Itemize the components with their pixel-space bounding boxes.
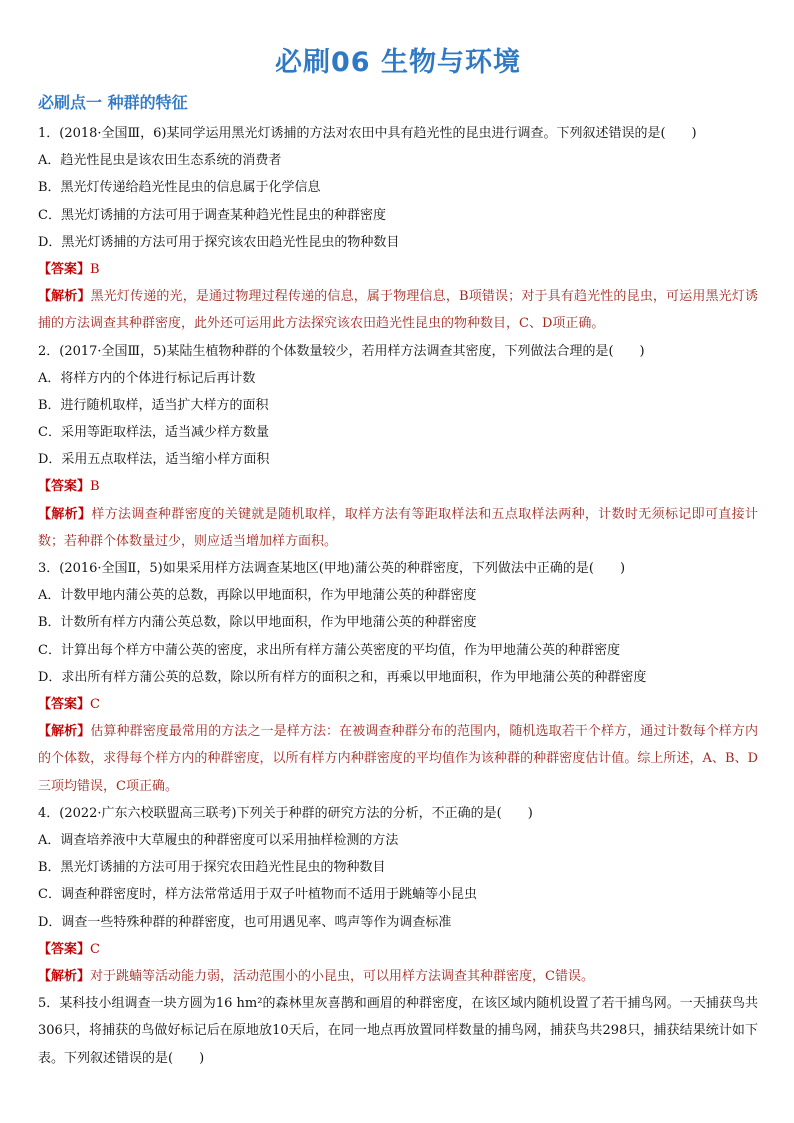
section-heading: 必刷点一 种群的特征: [38, 93, 188, 112]
answer-row: [38, 936, 758, 963]
analysis-row: [38, 283, 758, 337]
option-c: C．黑光灯诱捕的方法可用于调查某种趋光性昆虫的种群密度: [38, 207, 386, 223]
analysis-row: [38, 718, 758, 800]
answer-label: 【答案】: [38, 941, 91, 957]
analysis-label: 【解析】: [38, 724, 91, 740]
option-b: B．计数所有样方内蒲公英总数，除以甲地面积，作为甲地蒲公英的种群密度: [38, 615, 477, 631]
option-a: A．趋光性昆虫是该农田生态系统的消费者: [38, 153, 282, 169]
option-d: D．求出所有样方蒲公英的总数，除以所有样方的面积之和，再乘以甲地面积，作为甲地蒲公英的种群密度: [38, 669, 647, 685]
option-b: B．进行随机取样，适当扩大样方的面积: [38, 397, 269, 413]
question-3: [38, 555, 758, 800]
analysis-label: 【解析】: [38, 968, 91, 984]
question-list: [38, 120, 758, 1072]
analysis-row: [38, 501, 758, 555]
analysis-label: 【解析】: [38, 506, 92, 522]
question-4: [38, 800, 758, 990]
option-d: D．黑光灯诱捕的方法可用于探究该农田趋光性昆虫的物种数目: [38, 234, 400, 250]
analysis-text: 对于跳蝻等活动能力弱，活动范围小的小昆虫，可以用样方法调查其种群密度，C错误。: [90, 968, 594, 984]
option-d: D．采用五点取样法，适当缩小样方面积: [38, 452, 270, 468]
option-c: C．采用等距取样法，适当减少样方数量: [38, 425, 269, 441]
option-c: C．计算出每个样方中蒲公英的密度，求出所有样方蒲公英密度的平均值，作为甲地蒲公英的种群密度: [38, 642, 620, 658]
analysis-text: 黑光灯传递的光，是通过物理过程传递的信息，属于物理信息，B项错误；对于具有趋光性的昆虫，可运用黑光灯诱捕的方法调查其种群密度，此外还可运用此方法探究该农田趋光性昆虫的物种数目，C、D项正确。: [38, 289, 758, 332]
option-b: B．黑光灯诱捕的方法可用于探究农田趋光性昆虫的物种数目: [38, 860, 386, 876]
answer-value: C: [90, 697, 100, 712]
option-a: A．计数甲地内蒲公英的总数，再除以甲地面积，作为甲地蒲公英的种群密度: [38, 588, 477, 604]
page-title: 必刷06 生物与环境: [275, 47, 521, 78]
analysis-text: 估算种群密度最常用的方法之一是样方法：在被调查种群分布的范围内，随机选取若干个样方，通过计数每个样方内的个体数，求得每个样方内的种群密度，以所有样方内种群密度的平均值作为该种群的种群密度估计值。综上所述，A、B、D三项均错误，C项正确。: [38, 724, 758, 794]
question-1: [38, 120, 758, 338]
answer-label: 【答案】: [38, 697, 91, 712]
option-a: A．调查培养液中大草履虫的种群密度可以采用抽样检测的方法: [38, 832, 399, 848]
question-stem: 3．(2016·全国Ⅱ，5)如果采用样方法调查某地区(甲地)蒲公英的种群密度，下列做法中正确的是( ): [38, 561, 626, 577]
question-stem: 4．(2022·广东六校联盟高三联考)下列关于种群的研究方法的分析，不正确的是( ): [38, 805, 533, 821]
answer-row: [38, 473, 758, 500]
option-c: C．调查种群密度时，样方法常常适用于双子叶植物而不适用于跳蝻等小昆虫: [38, 887, 477, 903]
answer-row: [38, 691, 758, 718]
answer-label: 【答案】: [38, 479, 91, 495]
answer-label: 【答案】: [38, 261, 91, 277]
question-2: [38, 338, 758, 556]
answer-value: C: [90, 941, 100, 957]
answer-value: B: [90, 479, 100, 495]
option-d: D．调查一些特殊种群的种群密度，也可用遇见率、鸣声等作为调查标准: [38, 914, 452, 930]
question-stem: 5．某科技小组调查一块方圆为16 hm²的森林里灰喜鹊和画眉的种群密度，在该区域内随机设置了若干捕鸟网。一天捕获鸟共306只，将捕获的鸟做好标记后在原地放10天后，在同一地点再放置同样数量的捕鸟网，捕获鸟共298只，捕获结果统计如下表。下列叙述错误的是( ): [38, 996, 758, 1066]
option-b: B．黑光灯传递给趋光性昆虫的信息属于化学信息: [38, 180, 321, 196]
answer-row: [38, 256, 758, 283]
question-5: [38, 990, 758, 1072]
analysis-text: 样方法调查种群密度的关键就是随机取样，取样方法有等距取样法和五点取样法两种，计数时无须标记即可直接计数；若种群个体数量过少，则应适当增加样方面积。: [38, 506, 758, 549]
analysis-row: [38, 963, 758, 990]
option-a: A．将样方内的个体进行标记后再计数: [38, 370, 256, 386]
question-stem: 2．(2017·全国Ⅲ，5)某陆生植物种群的个体数量较少，若用样方法调查其密度，下列做法合理的是( ): [38, 343, 645, 359]
analysis-label: 【解析】: [38, 289, 91, 305]
question-stem: 1．(2018·全国Ⅲ，6)某同学运用黑光灯诱捕的方法对农田中具有趋光性的昆虫进行调查。下列叙述错误的是( ): [38, 126, 697, 141]
answer-value: B: [90, 261, 100, 277]
